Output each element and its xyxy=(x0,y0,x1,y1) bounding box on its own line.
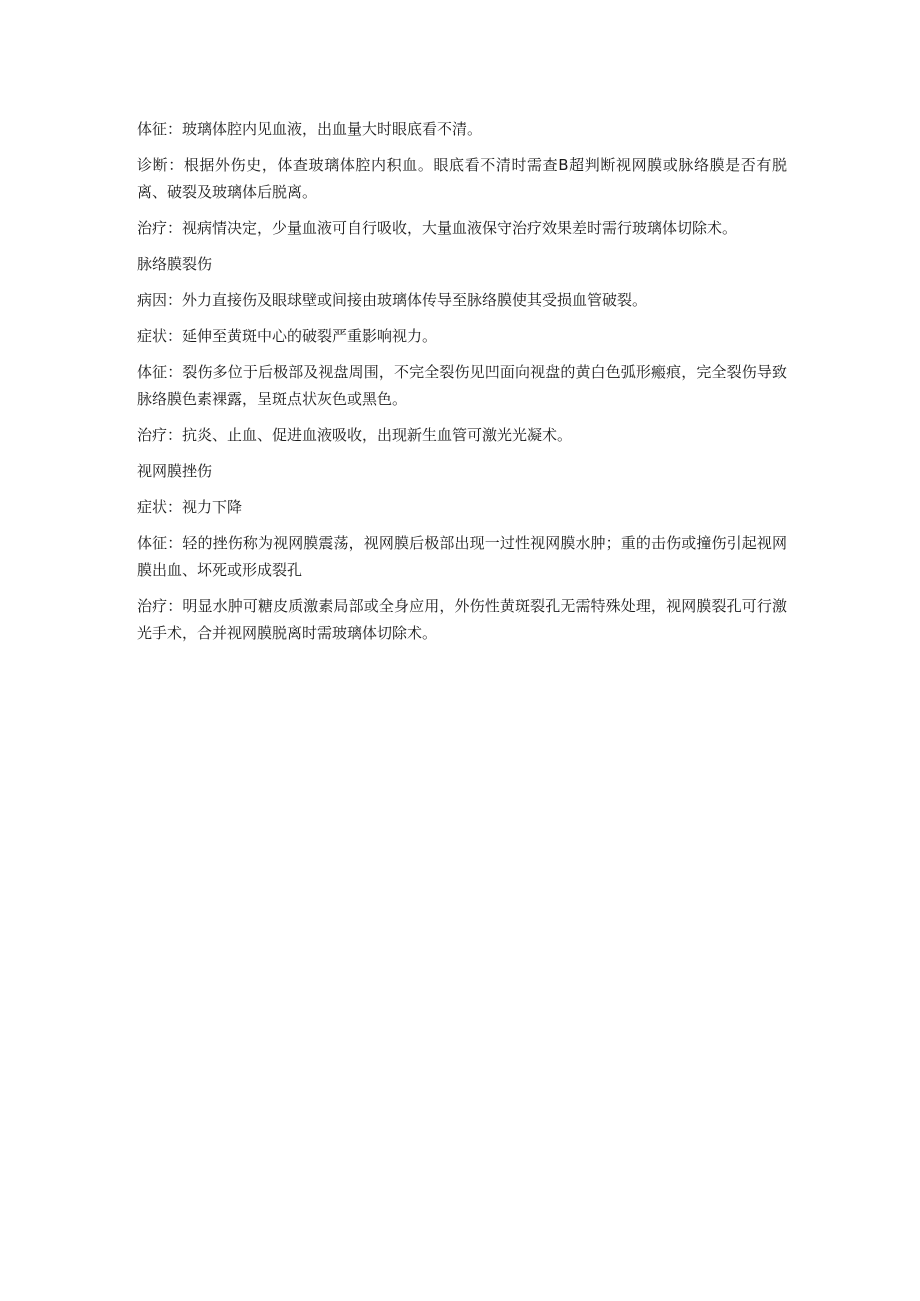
paragraph-retina-signs xyxy=(137,530,787,584)
section-heading-choroid-rupture: 脉络膜裂伤 xyxy=(137,255,213,273)
paragraph-label: 体征： xyxy=(137,534,183,552)
paragraph-text: 根据外伤史，体查玻璃体腔内积血。眼底看不清时需查B超判断视网膜或脉络膜是否有脱离、破裂及玻璃体后脱离。 xyxy=(137,156,787,201)
paragraph-vitreous-diagnosis xyxy=(137,152,787,206)
paragraph-choroid-signs xyxy=(137,359,787,413)
paragraph-retina-symptoms xyxy=(137,494,787,521)
paragraph-label: 诊断： xyxy=(137,156,184,174)
paragraph-choroid-treatment xyxy=(137,422,787,449)
paragraph-vitreous-signs xyxy=(137,116,787,143)
paragraph-label: 症状： xyxy=(137,498,183,516)
paragraph-choroid-cause xyxy=(137,287,787,314)
paragraph-text: 裂伤多位于后极部及视盘周围，不完全裂伤见凹面向视盘的黄白色弧形瘢痕，完全裂伤导致脉络膜色素裸露，呈斑点状灰色或黑色。 xyxy=(137,363,787,408)
paragraph-label: 症状： xyxy=(137,327,183,345)
paragraph-retina-treatment xyxy=(137,593,787,647)
paragraph-label: 病因： xyxy=(137,291,183,309)
paragraph-text: 视力下降 xyxy=(182,498,243,516)
paragraph-text: 外力直接伤及眼球壁或间接由玻璃体传导至脉络膜使其受损血管破裂。 xyxy=(182,291,648,309)
paragraph-text: 抗炎、止血、促进血液吸收，出现新生血管可激光光凝术。 xyxy=(182,426,573,444)
paragraph-label: 体征： xyxy=(137,120,183,138)
section-heading-retina-contusion: 视网膜挫伤 xyxy=(137,462,213,480)
paragraph-text: 视病情决定，少量血液可自行吸收，大量血液保守治疗效果差时需行玻璃体切除术。 xyxy=(182,219,738,237)
paragraph-vitreous-treatment xyxy=(137,215,787,242)
paragraph-label: 治疗： xyxy=(137,426,183,444)
paragraph-label: 治疗： xyxy=(137,597,183,615)
paragraph-choroid-symptoms xyxy=(137,323,787,350)
paragraph-label: 治疗： xyxy=(137,219,183,237)
paragraph-text: 延伸至黄斑中心的破裂严重影响视力。 xyxy=(182,327,438,345)
paragraph-text: 玻璃体腔内见血液，出血量大时眼底看不清。 xyxy=(182,120,483,138)
document-body xyxy=(137,116,787,656)
paragraph-text: 明显水肿可糖皮质激素局部或全身应用，外伤性黄斑裂孔无需特殊处理，视网膜裂孔可行激光手术，合并视网膜脱离时需玻璃体切除术。 xyxy=(137,597,787,642)
paragraph-label: 体征： xyxy=(137,363,183,381)
paragraph-text: 轻的挫伤称为视网膜震荡，视网膜后极部出现一过性视网膜水肿；重的击伤或撞伤引起视网膜出血、坏死或形成裂孔 xyxy=(137,534,787,579)
